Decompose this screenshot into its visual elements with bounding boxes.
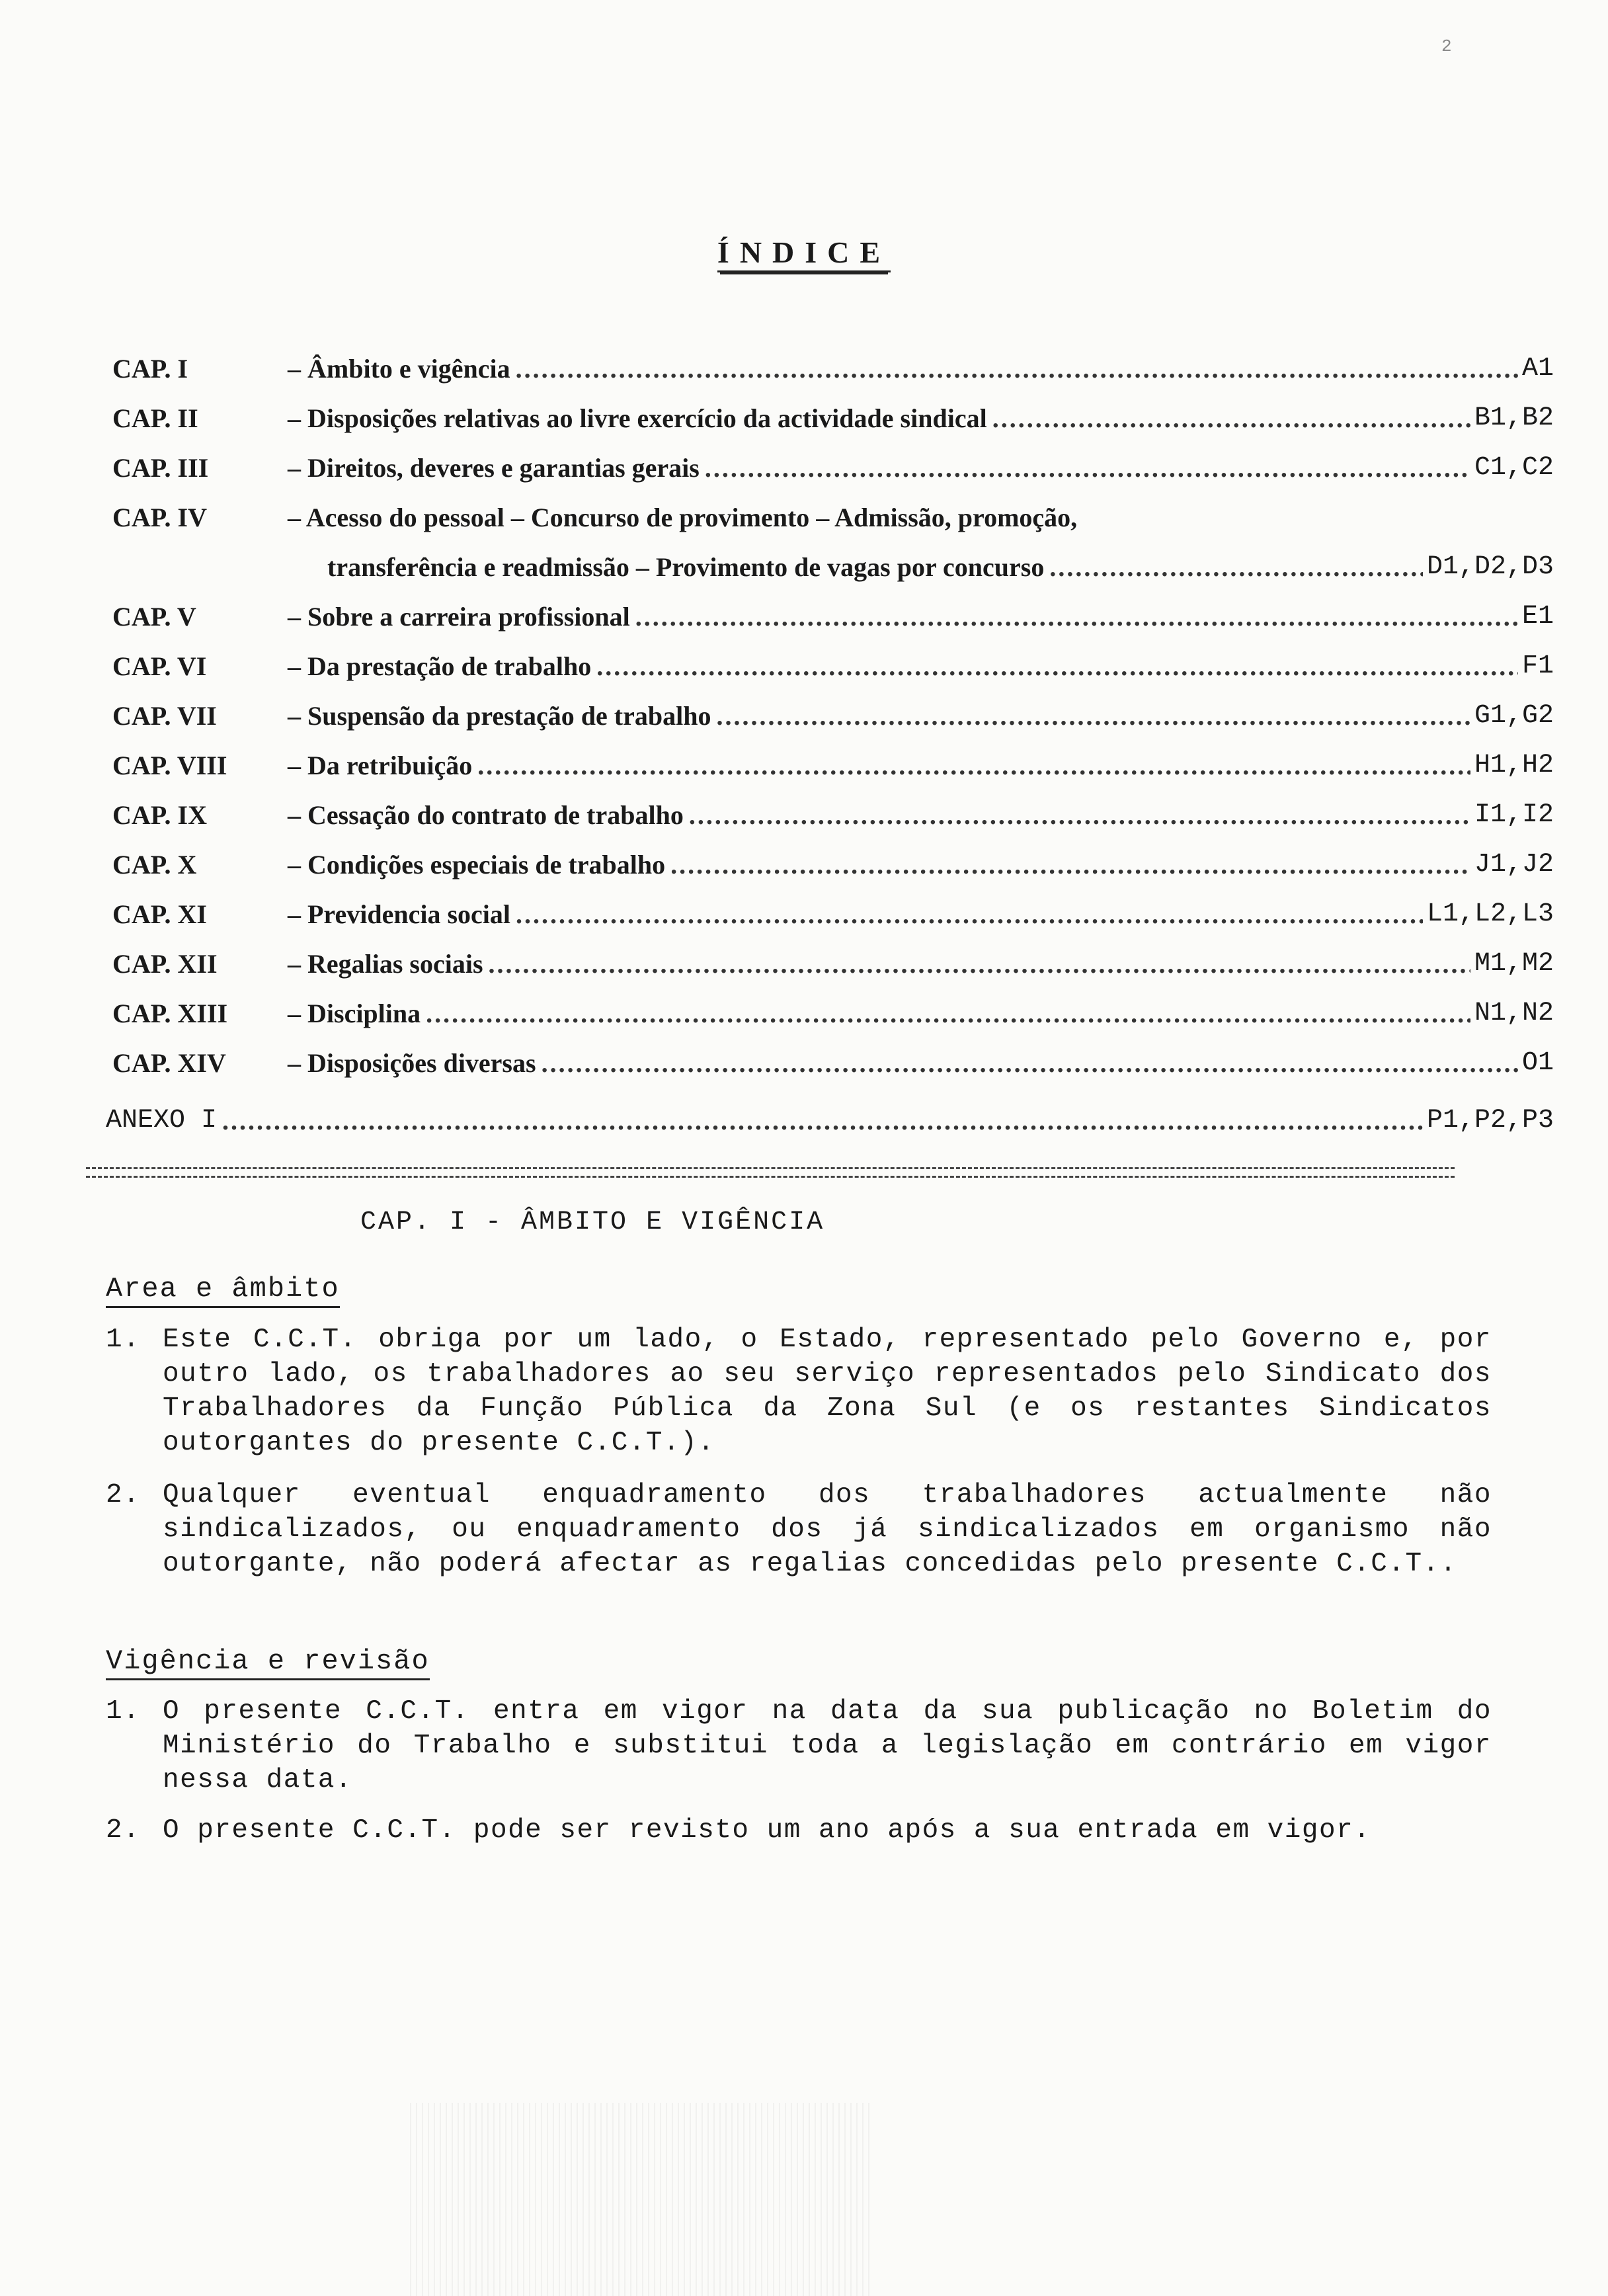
toc-leader-dots: [222, 1096, 1423, 1145]
toc-row: [112, 790, 1554, 840]
item-text: Este C.C.T. obriga por um lado, o Estado, representado pelo Governo e, por outro lado, os trabalhadores ao seu serviço representados pelo Sindicato dos Trabalhadores da Função Pública da Zona Sul (e os restantes Sindicatos outorgantes do presente C.C.T.).: [163, 1325, 1492, 1458]
toc-title: – Da prestação de trabalho: [288, 651, 592, 681]
toc-chapter: CAP. I: [112, 354, 188, 384]
toc-leader-dots: [705, 443, 1470, 493]
toc-chapter: CAP. V: [112, 602, 196, 632]
item-number: 1.: [106, 1696, 141, 1727]
page-mark: 2: [1441, 36, 1452, 56]
toc-leader-dots: [516, 889, 1423, 939]
toc-leader-dots: [477, 741, 1470, 790]
toc-page-ref: J1,J2: [1474, 850, 1554, 880]
table-of-contents: [106, 344, 1554, 1145]
toc-page-ref: G1,G2: [1474, 701, 1554, 731]
toc-row: [112, 989, 1554, 1038]
item-number: 2.: [106, 1815, 141, 1846]
toc-page-ref: I1,I2: [1474, 800, 1554, 830]
toc-row: [112, 393, 1554, 443]
section-heading-vigencia: Vigência e revisão: [106, 1645, 430, 1680]
toc-row: [112, 840, 1554, 889]
toc-title: – Suspensão da prestação de trabalho: [288, 701, 711, 731]
item-text: O presente C.C.T. entra em vigor na data da sua publicação no Boletim do Ministério do Trabalho e substitui toda a legislação em contrário em vigor nessa data.: [163, 1696, 1492, 1795]
toc-title: – Previdencia social: [288, 899, 510, 929]
toc-leader-dots: [542, 1038, 1518, 1088]
toc-chapter: CAP. VI: [112, 651, 207, 681]
toc-chapter: CAP. XIV: [112, 1048, 226, 1078]
toc-leader-dots: [992, 393, 1470, 443]
toc-row: [112, 939, 1554, 989]
toc-chapter: CAP. XII: [112, 949, 218, 979]
toc-leader-dots: [489, 939, 1470, 989]
toc-title: – Âmbito e vigência: [288, 354, 510, 384]
item-number: 1.: [106, 1325, 141, 1355]
toc-row: [112, 592, 1554, 641]
list-item: [106, 1813, 1494, 1848]
section-heading-area: Area e âmbito: [106, 1273, 340, 1308]
item-number: 2.: [106, 1480, 141, 1510]
toc-leader-dots: [426, 989, 1470, 1038]
toc-chapter: CAP. IX: [112, 800, 207, 830]
toc-title: – Disciplina: [288, 999, 421, 1028]
toc-chapter: CAP. VIII: [112, 751, 227, 780]
toc-row: [112, 344, 1554, 393]
toc-row: [112, 493, 1554, 542]
toc-leader-dots: [670, 840, 1470, 889]
toc-chapter: CAP. XIII: [112, 999, 228, 1028]
toc-title: – Direitos, deveres e garantias gerais: [288, 453, 700, 483]
list-item: [106, 1323, 1494, 1460]
toc-page-ref: B1,B2: [1474, 403, 1554, 433]
toc-title: – Sobre a carreira profissional: [288, 602, 630, 632]
toc-chapter: CAP. II: [112, 403, 198, 433]
toc-row: [112, 741, 1554, 790]
toc-page-ref: H1,H2: [1474, 751, 1554, 780]
toc-title: – Acesso do pessoal – Concurso de provimento – Admissão, promoção,: [288, 503, 1078, 532]
toc-row-annex: [106, 1096, 1554, 1145]
toc-leader-dots: [516, 344, 1518, 393]
scan-noise: [410, 2103, 873, 2296]
toc-row-continuation: [112, 542, 1554, 592]
toc-page-ref: O1: [1521, 1048, 1554, 1078]
toc-leader-dots: [1049, 542, 1423, 592]
item-text: Qualquer eventual enquadramento dos trabalhadores actualmente não sindicalizados, ou enquadramento dos já sindicalizados em organismo não outorgante, não poderá afectar as regalias concedidas pelo presente C.C.T..: [163, 1480, 1492, 1579]
toc-row: [112, 691, 1554, 741]
toc-row: [112, 889, 1554, 939]
toc-row: [112, 641, 1554, 691]
chapter-heading: CAP. I - ÂMBITO E VIGÊNCIA: [360, 1208, 825, 1237]
toc-title: ANEXO I: [106, 1106, 218, 1135]
toc-chapter: CAP. VII: [112, 701, 217, 731]
toc-chapter: CAP. XI: [112, 899, 207, 929]
toc-title: – Disposições relativas ao livre exercício da actividade sindical: [288, 403, 987, 433]
toc-chapter: CAP. IV: [112, 503, 207, 532]
toc-page-ref: P1,P2,P3: [1426, 1106, 1554, 1135]
toc-leader-dots: [689, 790, 1470, 840]
item-text: O presente C.C.T. pode ser revisto um ano após a sua entrada em vigor.: [163, 1815, 1371, 1846]
toc-leader-dots: [635, 592, 1518, 641]
index-title: ÍNDICE: [0, 235, 1608, 270]
toc-leader-dots: [716, 691, 1470, 741]
toc-title: – Disposições diversas: [288, 1048, 536, 1078]
toc-page-ref: C1,C2: [1474, 453, 1554, 483]
toc-page-ref: A1: [1521, 354, 1554, 384]
toc-page-ref: N1,N2: [1474, 999, 1554, 1028]
toc-row: [112, 443, 1554, 493]
toc-leader-dots: [596, 641, 1518, 691]
toc-page-ref: M1,M2: [1474, 949, 1554, 979]
toc-chapter: CAP. X: [112, 850, 197, 880]
toc-chapter: CAP. III: [112, 453, 209, 483]
dashed-separator: [86, 1167, 1455, 1178]
toc-title: – Cessação do contrato de trabalho: [288, 800, 684, 830]
toc-page-ref: L1,L2,L3: [1426, 899, 1554, 929]
list-item: [106, 1478, 1494, 1581]
toc-title: transferência e readmissão – Provimento de vagas por concurso: [327, 552, 1045, 582]
toc-row: [112, 1038, 1554, 1088]
toc-title: – Condições especiais de trabalho: [288, 850, 666, 880]
toc-page-ref: E1: [1521, 602, 1554, 632]
toc-title: – Regalias sociais: [288, 949, 483, 979]
toc-page-ref: D1,D2,D3: [1426, 552, 1554, 582]
list-item: [106, 1694, 1494, 1797]
toc-title: – Da retribuição: [288, 751, 473, 780]
toc-page-ref: F1: [1521, 651, 1554, 681]
